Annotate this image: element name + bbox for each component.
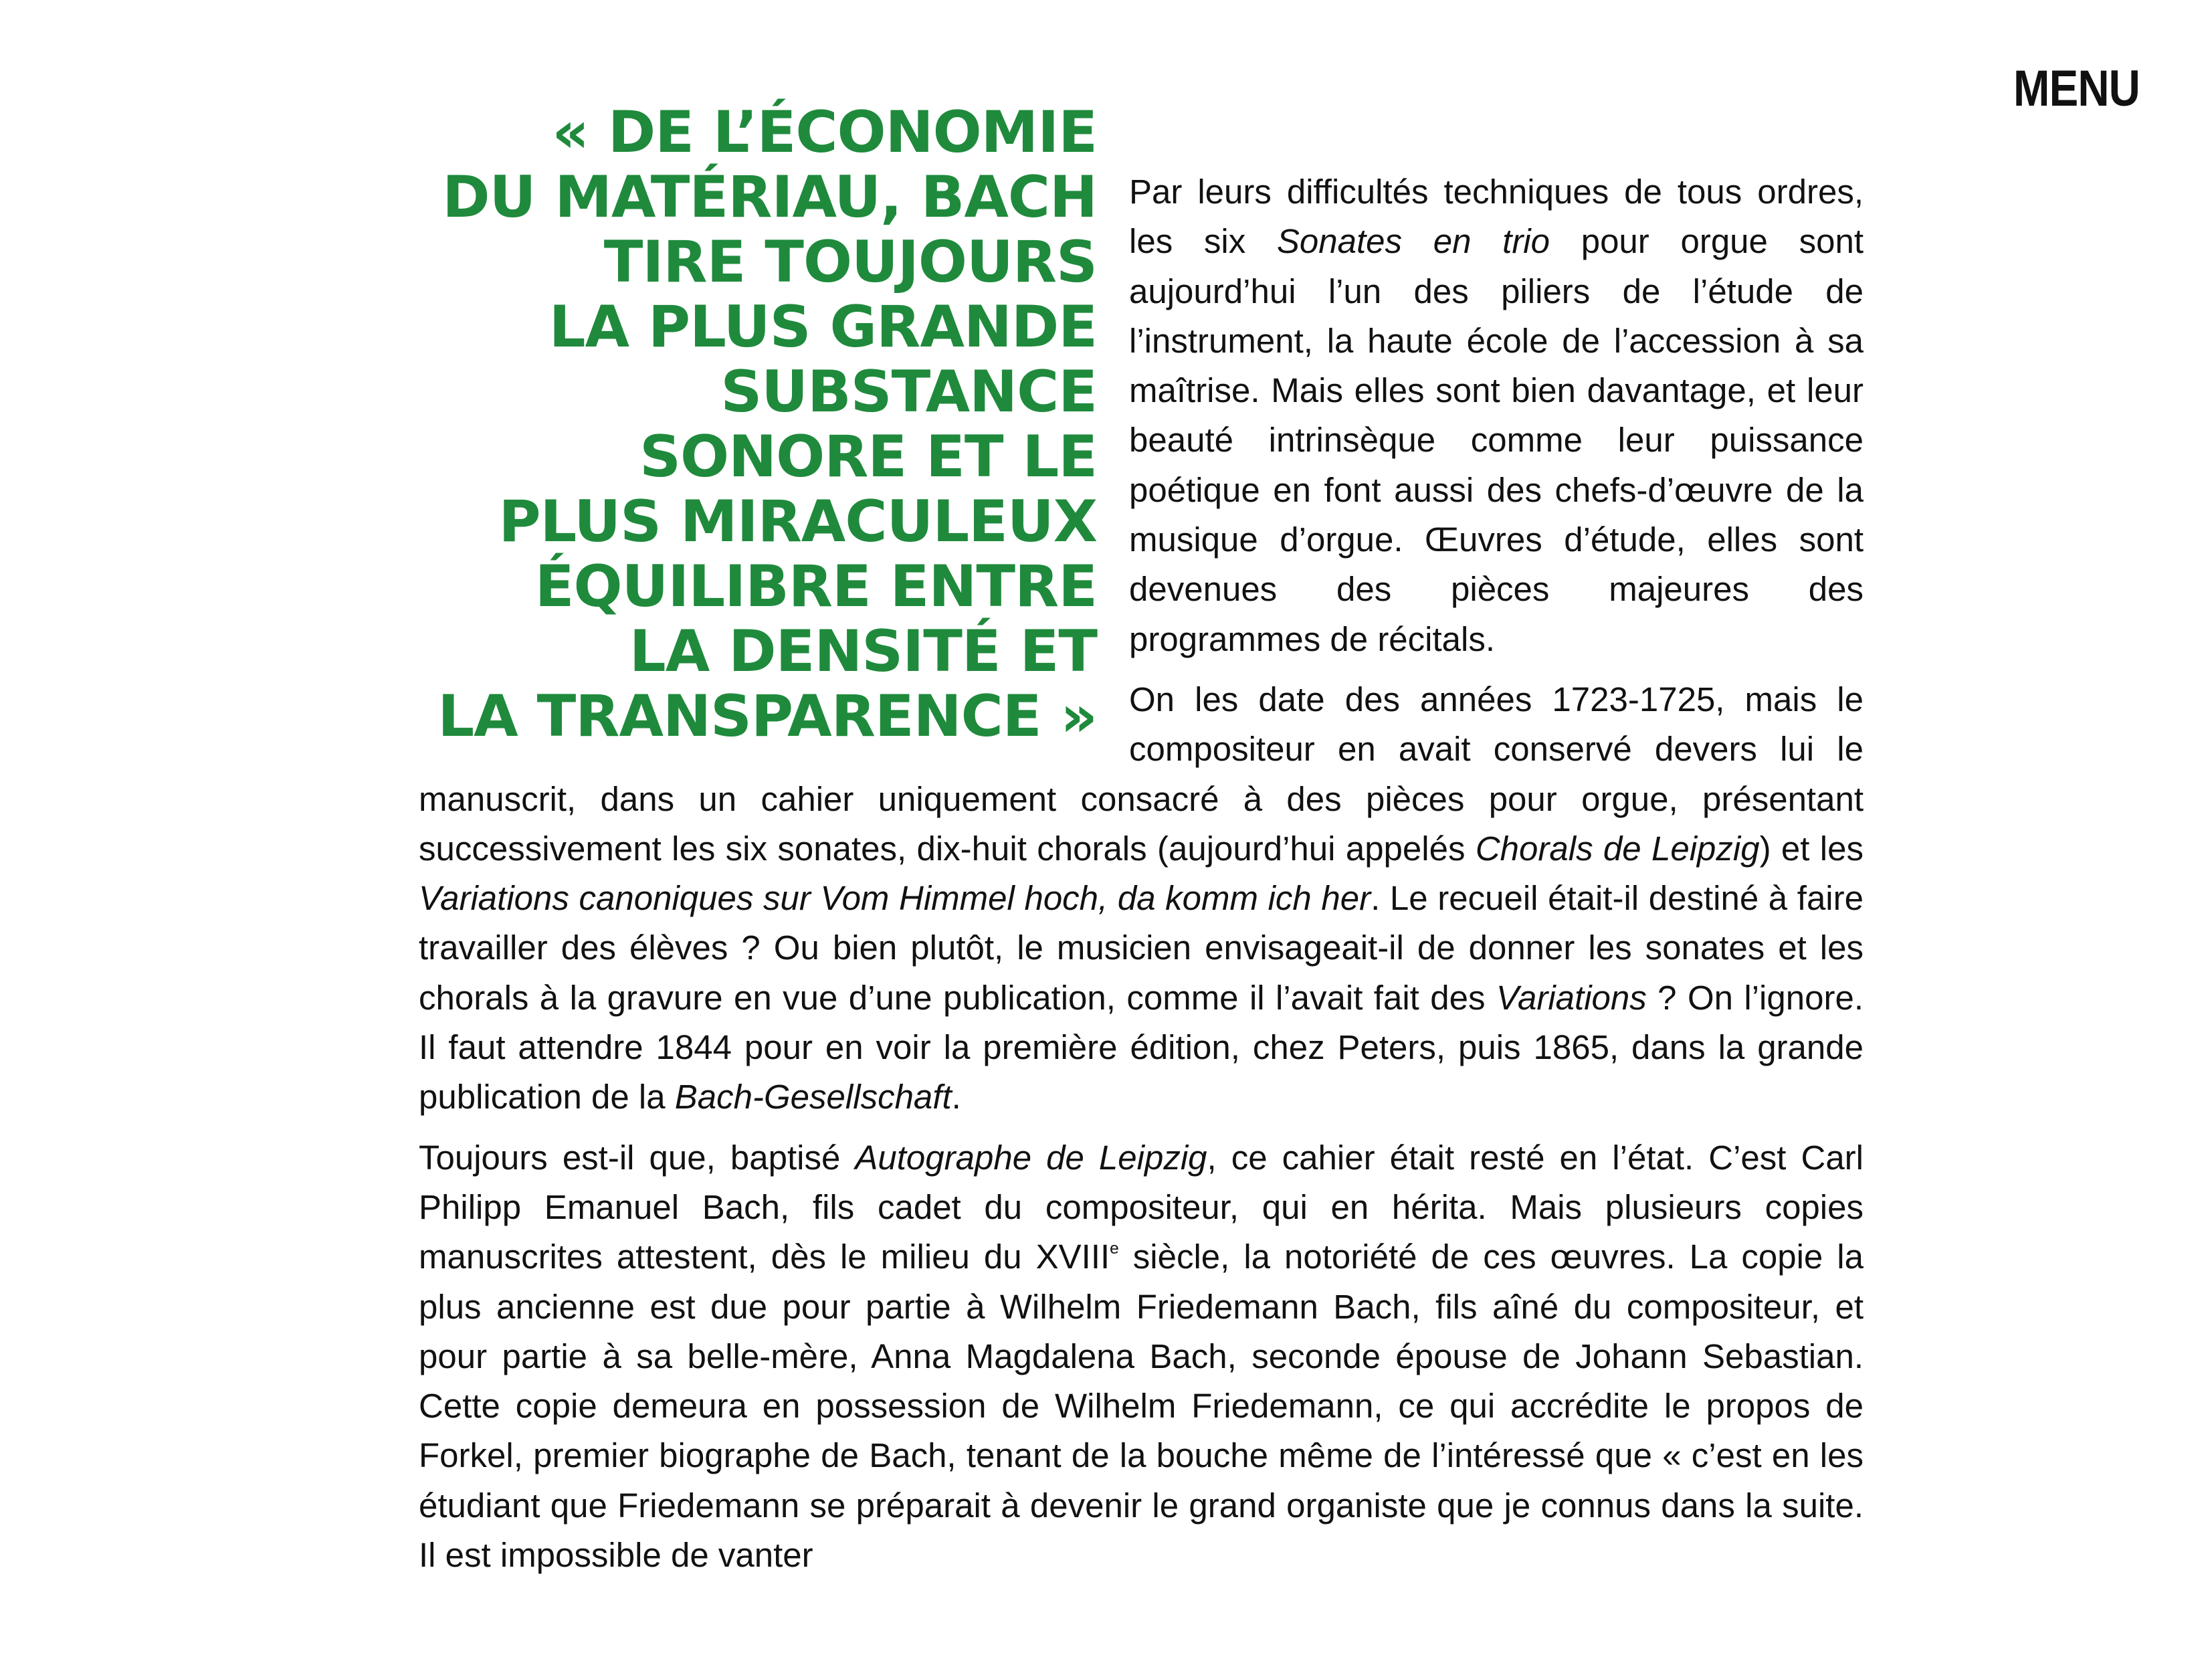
pull-quote-line: LA DENSITÉ ET: [629, 618, 1097, 685]
pull-quote-line: « DE L’ÉCONOMIE: [552, 99, 1097, 166]
paragraph-3: Toujours est-il que, baptisé Autographe de Leipzig, ce cahier était resté en l’état. C’est Carl Philipp Emanuel Bach, fils cadet du compositeur, qui en hérita. Mais plusieurs copies manuscrites attestent, dès le milieu du XVIIIe siècle, la notoriété de ces œuvres. La copie la plus ancienne est due pour partie à Wilhelm Friedemann Bach, fils aîné du compositeur, et pour partie à sa belle-mère, Anna Magdalena Bach, seconde épouse de Johann Sebastian. Cette copie demeura en possession de Wilhelm Friedemann, ce qui accrédite le propos de Forkel, premier biographe de Bach, tenant de la bouche même de l’intéressé que « c’est en les étudiant que Friedemann se préparait à devenir le grand organiste que je connus dans la suite. Il est impossible de vanter: [419, 1138, 1864, 1575]
paragraph-1: Par leurs difficultés techniques de tous ordres, les six Sonates en trio pour orgue sont aujourd’hui l’un des piliers de l’étude de l’instrument, la haute école de l’accession à sa maîtrise. Mais elles sont bien davantage, et leur beauté intrinsèque comme leur puissance poétique en font aussi des chefs-d’œuvre de la musique d’orgue. Œuvres d’étude, elles sont devenues des pièces majeures des programmes de récitals.: [1129, 173, 1864, 658]
pull-quote-line: LA PLUS GRANDE: [548, 294, 1097, 361]
pull-quote-line: SUBSTANCE: [720, 359, 1097, 425]
paragraph-2: On les date des années 1723-1725, mais le compositeur en avait conservé devers lui le manuscrit, dans un cahier uniquement consacré à des pièces pour orgue, présentant successivement les six sonates, dix-huit chorals (aujourd’hui appelés Chorals de Leipzig) et les Variations canoniques sur Vom Himmel hoch, da komm ich her. Le recueil était-il destiné à faire travailler des élèves ? Ou bien plutôt, le musicien envisageait-il de donner les sonates et les chorals à la gravure en vue d’une publication, comme il l’avait fait des Variations ? On l’ignore. Il faut attendre 1844 pour en voir la première édition, chez Peters, puis 1865, dans la grande publication de la Bach-Gesellschaft.: [419, 680, 1864, 1116]
pull-quote-line: TIRE TOUJOURS: [603, 229, 1097, 296]
pull-quote-line: LA TRANSPARENCE »: [437, 683, 1097, 750]
pull-quote-line: SONORE ET LE: [639, 423, 1097, 490]
pull-quote-line: ÉQUILIBRE ENTRE: [534, 553, 1097, 620]
article-body: [419, 167, 1864, 1591]
pull-quote-line: PLUS MIRACULEUX: [498, 488, 1097, 555]
quote-spacer: [419, 167, 1129, 769]
pull-quote-line: DU MATÉRIAU, BACH: [442, 164, 1097, 231]
menu-button[interactable]: MENU: [2013, 60, 2140, 117]
